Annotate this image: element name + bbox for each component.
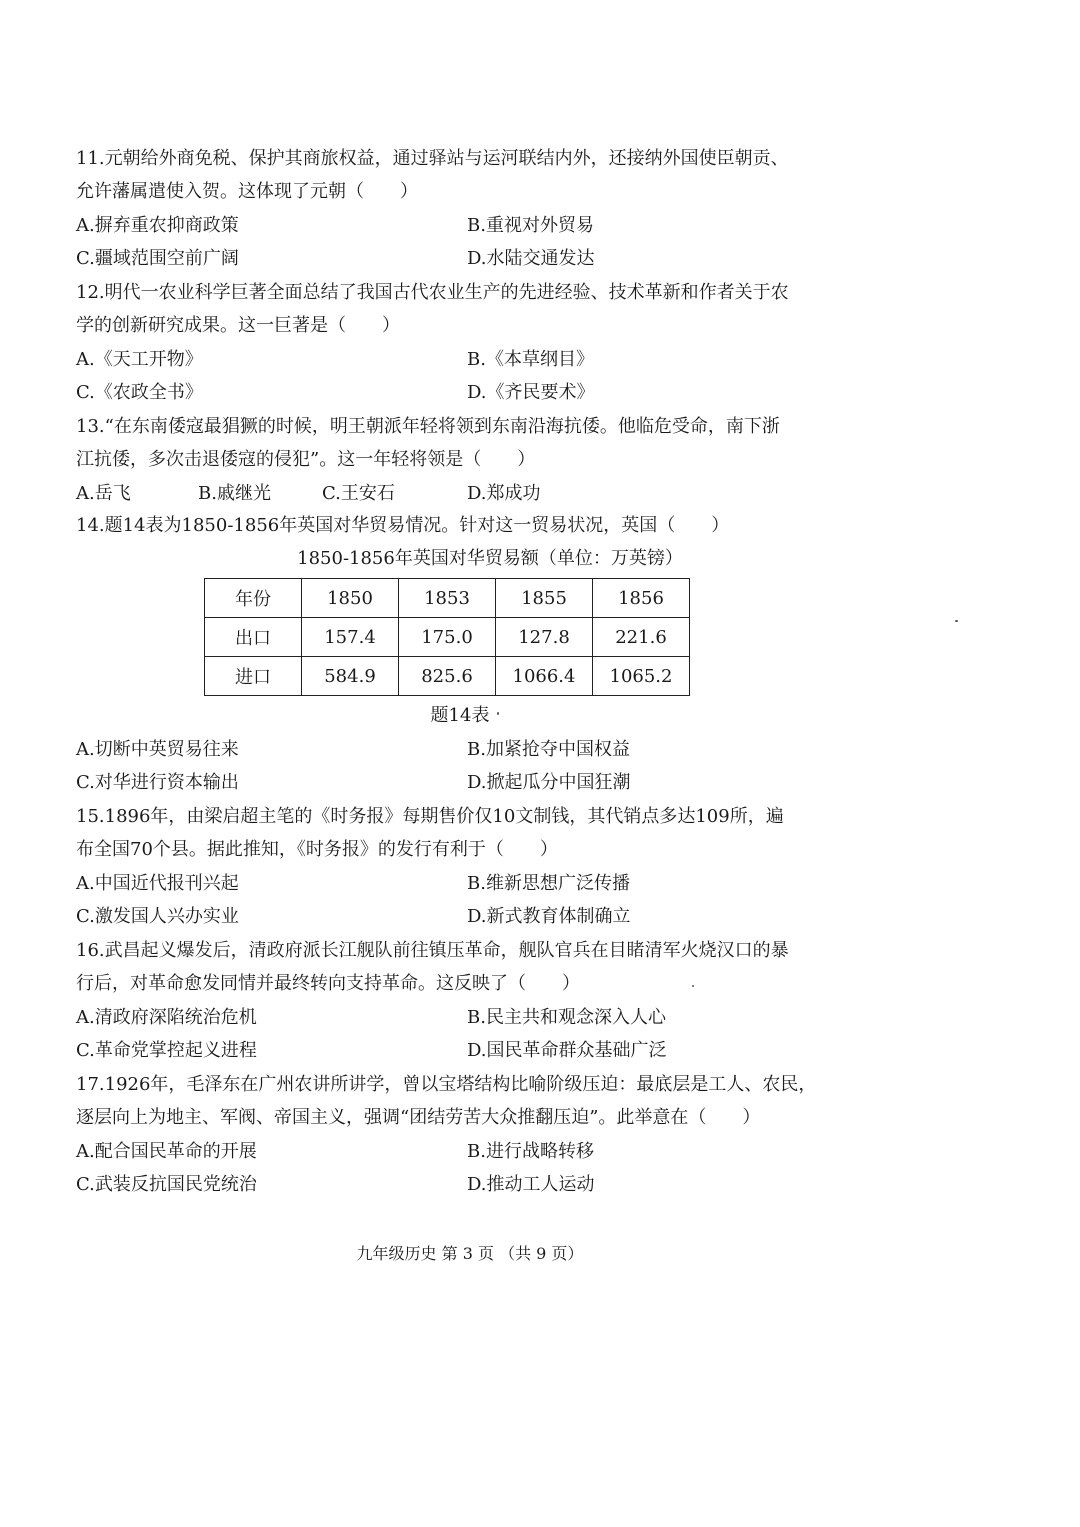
q17-option-c: C.武装反抗国民党统治 (76, 1174, 257, 1195)
q17-option-d: D.推动工人运动 (467, 1174, 595, 1195)
q14-option-b: B.加紧抢夺中国权益 (467, 739, 630, 760)
q16-stem-line2: 行后，对革命愈发同情并最终转向支持革命。这反映了（ ） (76, 973, 580, 994)
table-cell: 1853 (399, 579, 496, 618)
q16-option-c: C.革命党掌控起义进程 (76, 1040, 257, 1061)
q14-stem-line1: 14.题14表为1850-1856年英国对华贸易情况。针对这一贸易状况，英国（ ） (76, 515, 730, 536)
scan-speck (955, 620, 958, 622)
q17-option-a: A.配合国民革命的开展 (76, 1141, 257, 1162)
table-cell: 1855 (496, 579, 593, 618)
table-cell: 1066.4 (496, 657, 593, 696)
table-cell: 127.8 (496, 618, 593, 657)
scan-speck (497, 712, 499, 715)
q11-option-d: D.水陆交通发达 (467, 248, 595, 269)
table-cell: 进口 (205, 657, 302, 696)
table-cell: 1065.2 (593, 657, 690, 696)
q14-trade-table (204, 578, 690, 696)
q12-stem-line2: 学的创新研究成果。这一巨著是（ ） (76, 315, 400, 336)
q12-option-c: C.《农政全书》 (76, 382, 203, 403)
q16-option-b: B.民主共和观念深入人心 (467, 1007, 666, 1028)
q14-option-d: D.掀起瓜分中国狂潮 (467, 772, 631, 793)
q11-option-b: B.重视对外贸易 (467, 215, 594, 236)
q15-stem-line1: 15.1896年，由梁启超主笔的《时务报》每期售价仅10文制钱，其代销点多达109所，遍 (76, 806, 784, 827)
table-cell: 584.9 (302, 657, 399, 696)
q16-option-a: A.清政府深陷统治危机 (76, 1007, 257, 1028)
table-row (205, 657, 690, 696)
table-cell: 出口 (205, 618, 302, 657)
q13-stem-line1: 13.“在东南倭寇最猖獗的时候，明王朝派年轻将领到东南沿海抗倭。他临危受命，南下浙 (76, 416, 780, 437)
table-cell: 1850 (302, 579, 399, 618)
q11-option-a: A.摒弃重农抑商政策 (76, 215, 239, 236)
q12-option-b: B.《本草纲目》 (467, 349, 594, 370)
q14-table-title: 1850-1856年英国对华贸易额（单位：万英镑） (297, 548, 683, 569)
q16-option-d: D.国民革命群众基础广泛 (467, 1040, 667, 1061)
q11-stem-line2: 允许藩属遣使入贺。这体现了元朝（ ） (76, 181, 418, 202)
table-cell: 221.6 (593, 618, 690, 657)
q13-option-d: D.郑成功 (467, 483, 541, 504)
q14-option-c: C.对华进行资本输出 (76, 772, 239, 793)
table-cell: 157.4 (302, 618, 399, 657)
q15-option-c: C.激发国人兴办实业 (76, 906, 239, 927)
scan-speck (692, 985, 694, 987)
q15-option-d: D.新式教育体制确立 (467, 906, 631, 927)
q15-option-a: A.中国近代报刊兴起 (76, 873, 239, 894)
table-cell: 年份 (205, 579, 302, 618)
q13-option-a: A.岳飞 (76, 483, 131, 504)
page-footer: 九年级历史 第 3 页 （共 9 页） (356, 1244, 584, 1263)
table-cell: 175.0 (399, 618, 496, 657)
q14-option-a: A.切断中英贸易往来 (76, 739, 239, 760)
q12-option-a: A.《天工开物》 (76, 349, 203, 370)
q15-option-b: B.维新思想广泛传播 (467, 873, 630, 894)
table-cell: 1856 (593, 579, 690, 618)
q16-stem-line1: 16.武昌起义爆发后，清政府派长江舰队前往镇压革命，舰队官兵在目睹清军火烧汉口的暴 (76, 940, 789, 961)
q15-stem-line2: 布全国70个县。据此推知，《时务报》的发行有利于（ ） (76, 839, 558, 860)
q11-option-c: C.疆域范围空前广阔 (76, 248, 239, 269)
q17-stem-line1: 17.1926年，毛泽东在广州农讲所讲学，曾以宝塔结构比喻阶级压迫：最底层是工人、农民， (76, 1074, 817, 1095)
table-header-row (205, 579, 690, 618)
q13-option-c: C.王安石 (322, 483, 395, 504)
table-row (205, 618, 690, 657)
q12-stem-line1: 12.明代一农业科学巨著全面总结了我国古代农业生产的先进经验、技术革新和作者关于农 (76, 282, 789, 303)
q13-option-b: B.戚继光 (198, 483, 271, 504)
q11-stem-line1: 11.元朝给外商免税、保护其商旅权益，通过驿站与运河联结内外，还接纳外国使臣朝贡、 (76, 148, 789, 169)
q12-option-d: D.《齐民要术》 (467, 382, 595, 403)
table-cell: 825.6 (399, 657, 496, 696)
q13-stem-line2: 江抗倭，多次击退倭寇的侵犯”。这一年轻将领是（ ） (76, 449, 536, 470)
q17-stem-line2: 逐层向上为地主、军阀、帝国主义，强调“团结劳苦大众推翻压迫”。此举意在（ ） (76, 1107, 761, 1128)
q17-option-b: B.进行战略转移 (467, 1141, 594, 1162)
q14-table-caption: 题14表 (430, 705, 490, 726)
